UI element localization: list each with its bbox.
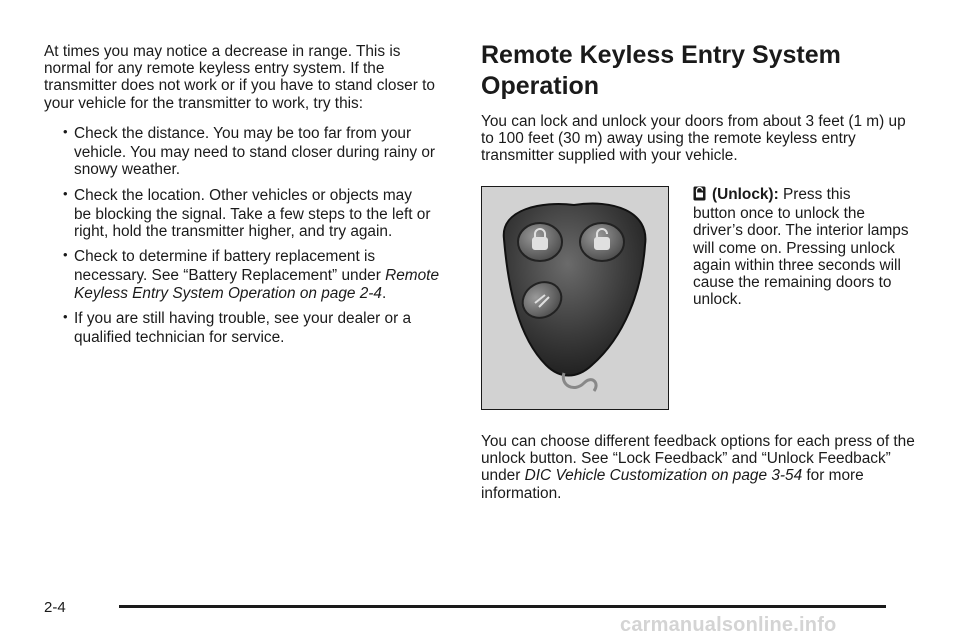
list-item: [44, 125, 444, 179]
list-item-first-line: Check to determine if battery replacement is: [74, 248, 376, 266]
feedback-text: You can choose different feedback options for each press of the unlock button. See “Lock Feedback” and “Unlock Feedback” under: [481, 433, 915, 485]
cross-reference-link[interactable]: DIC Vehicle Customization on page 3-54: [524, 467, 803, 485]
list-item-first-line: Check the distance. You may be too far from your: [74, 125, 412, 142]
list-item: [44, 310, 444, 346]
bullet-icon: •: [63, 124, 68, 139]
unlock-desc-first: Press this: [782, 186, 851, 203]
key-fob-icon: [482, 187, 667, 408]
feedback-tail: for more information.: [481, 467, 864, 502]
list-item-text: necessary. See “Battery Replacement” under: [74, 267, 381, 285]
bullet-icon: •: [63, 308, 68, 324]
bullet-icon: •: [63, 247, 68, 263]
list-item-text: qualified technician for service.: [74, 329, 285, 347]
list-item-text: vehicle. You may need to stand closer during rainy or snowy weather.: [74, 144, 436, 179]
unlock-heading: [693, 186, 913, 203]
footer-rule: [119, 605, 886, 608]
list-item: [44, 187, 444, 241]
cross-reference-link[interactable]: Remote Keyless Entry System Operation on page 2-4: [74, 267, 439, 302]
bullet-icon: •: [63, 185, 68, 201]
watermark: carmanualsonline.info: [620, 614, 837, 636]
list-item-first-line: Check the location. Other vehicles or objects may: [74, 186, 412, 204]
troubleshooting-list: [44, 125, 444, 354]
list-item-text: be blocking the signal. Take a few steps to the left or right, hold the transmitter higher, and try again.: [74, 205, 431, 241]
unlock-label: (Unlock):: [712, 186, 779, 203]
list-item: [44, 248, 444, 302]
range-intro-paragraph: At times you may notice a decrease in range. This is normal for any remote keyless entry system. If the transmitter does not work or if you have to stand closer to your vehicle for the transmitter to work, try this:: [44, 43, 435, 112]
unlock-button-description: [693, 186, 913, 308]
unlock-icon: [693, 186, 706, 201]
range-description-paragraph: You can lock and unlock your doors from about 3 feet (1 m) up to 100 feet (30 m) away using the remote keyless entry transmitter supplied with your vehicle.: [481, 113, 906, 165]
list-item-first-line: If you are still having trouble, see your dealer or a: [74, 309, 412, 327]
unlock-desc: button once to unlock the driver’s door. The interior lamps will come on. Pressing unlock again within three seconds will cause the remaining doors to unlock.: [693, 205, 909, 309]
list-item-tail: .: [381, 284, 387, 302]
feedback-paragraph: [481, 433, 921, 502]
key-fob-illustration: [481, 186, 669, 410]
page-number: 2-4: [44, 599, 66, 616]
section-title: Remote Keyless Entry System Operation: [481, 41, 841, 100]
